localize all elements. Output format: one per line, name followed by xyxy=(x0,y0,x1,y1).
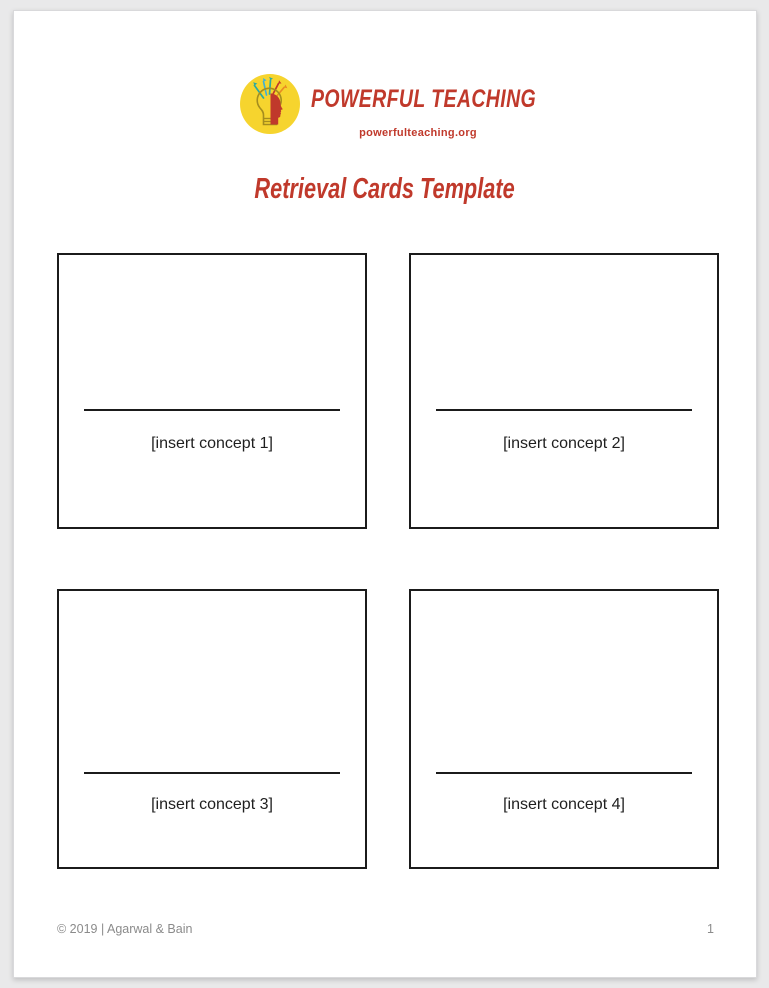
retrieval-card-1 xyxy=(57,253,367,529)
brand-name: POWERFUL TEACHING xyxy=(311,85,537,113)
concept-placeholder: [insert concept 4] xyxy=(503,796,625,813)
retrieval-card-2 xyxy=(409,253,719,529)
concept-placeholder: [insert concept 1] xyxy=(151,435,273,452)
concept-placeholder: [insert concept 2] xyxy=(503,435,625,452)
concept-underline xyxy=(436,409,692,411)
concept-placeholder: [insert concept 3] xyxy=(151,796,273,813)
page-title-wrapper xyxy=(14,172,756,206)
page-title: Retrieval Cards Template xyxy=(254,173,516,205)
powerful-teaching-lightbulb-head-icon xyxy=(239,73,301,135)
retrieval-card-4 xyxy=(409,589,719,869)
brand-website: powerfulteaching.org xyxy=(359,127,477,139)
concept-underline xyxy=(84,772,340,774)
retrieval-card-3 xyxy=(57,589,367,869)
footer-copyright: © 2019 | Agarwal & Bain xyxy=(57,922,193,936)
concept-underline xyxy=(84,409,340,411)
document-page xyxy=(13,10,757,978)
footer-page-number: 1 xyxy=(707,922,714,936)
concept-underline xyxy=(436,772,692,774)
